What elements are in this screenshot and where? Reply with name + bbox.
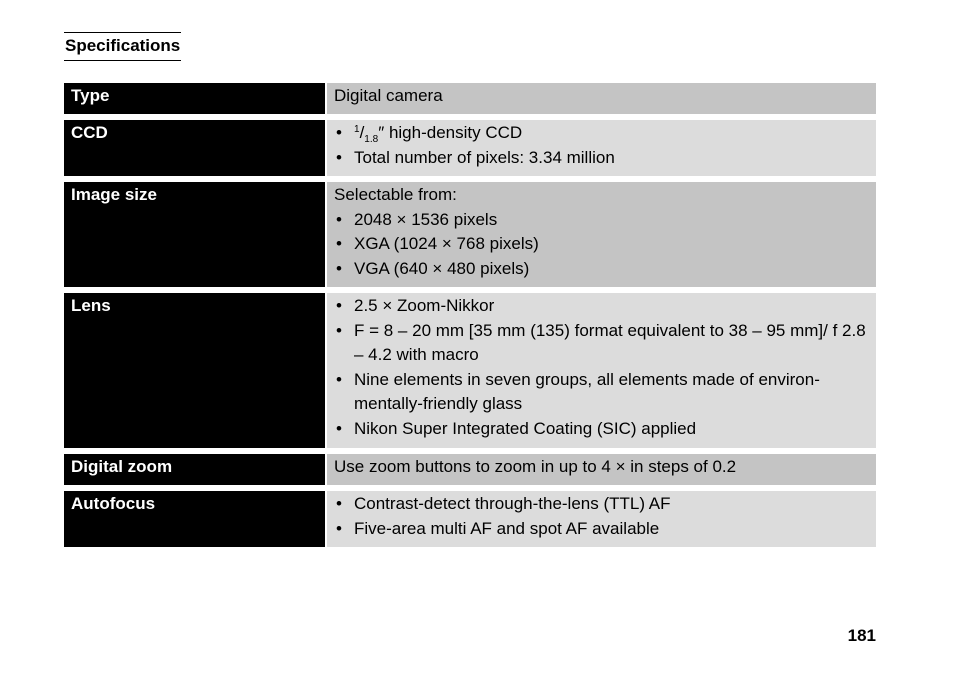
spec-row-digital-zoom [64, 454, 876, 485]
spec-row-lens [64, 293, 876, 448]
spec-row-type [64, 83, 876, 114]
spec-label-image-size: Image size [64, 182, 325, 287]
page-number: 181 [847, 626, 876, 645]
spec-value-autofocus [327, 491, 876, 547]
autofocus-item: • Five-area multi AF and spot AF available [334, 517, 870, 542]
lens-item: • 2.5 × Zoom-Nikkor [334, 294, 870, 319]
spec-label-lens: Lens [64, 293, 325, 448]
spec-label-type: Type [64, 83, 325, 114]
image-size-item: • VGA (640 × 480 pixels) [334, 257, 870, 282]
spec-row-ccd [64, 120, 876, 176]
ccd-item-size: • $^1/_{1.8}''$ high-density CCD [334, 121, 870, 146]
spec-value-digital-zoom: Use zoom buttons to zoom in up to 4 × in steps of 0.2 [327, 454, 876, 485]
lens-item: • F = 8 – 20 mm [35 mm (135) format equivalent to 38 – 95 mm]/ f 2.8 – 4.2 with macro [334, 319, 870, 368]
spec-row-autofocus [64, 491, 876, 547]
ccd-fraction-denominator: 1.8 [364, 134, 379, 145]
spec-value-type: Digital camera [327, 83, 876, 114]
image-size-intro: Selectable from: [334, 185, 457, 204]
image-size-item: • 2048 × 1536 pixels [334, 208, 870, 233]
spec-label-digital-zoom: Digital zoom [64, 454, 325, 485]
spec-value-ccd [327, 120, 876, 176]
image-size-item: • XGA (1024 × 768 pixels) [334, 232, 870, 257]
autofocus-item: • Contrast-detect through-the-lens (TTL) AF [334, 492, 870, 517]
spec-value-image-size [327, 182, 876, 287]
ccd-item-pixels: • Total number of pixels: 3.34 million [334, 146, 870, 171]
spec-row-image-size [64, 182, 876, 287]
spec-value-lens [327, 293, 876, 448]
page-heading: Specifications [64, 32, 181, 61]
lens-item: • Nine elements in seven groups, all elements made of environ-mentally-friendly glass [334, 368, 870, 417]
spec-label-autofocus: Autofocus [64, 491, 325, 547]
ccd-item-size-text: ″ high-density CCD [378, 123, 523, 142]
spec-label-ccd: CCD [64, 120, 325, 176]
ccd-fraction-numerator: 1 [354, 124, 360, 135]
lens-item: • Nikon Super Integrated Coating (SIC) applied [334, 417, 870, 442]
